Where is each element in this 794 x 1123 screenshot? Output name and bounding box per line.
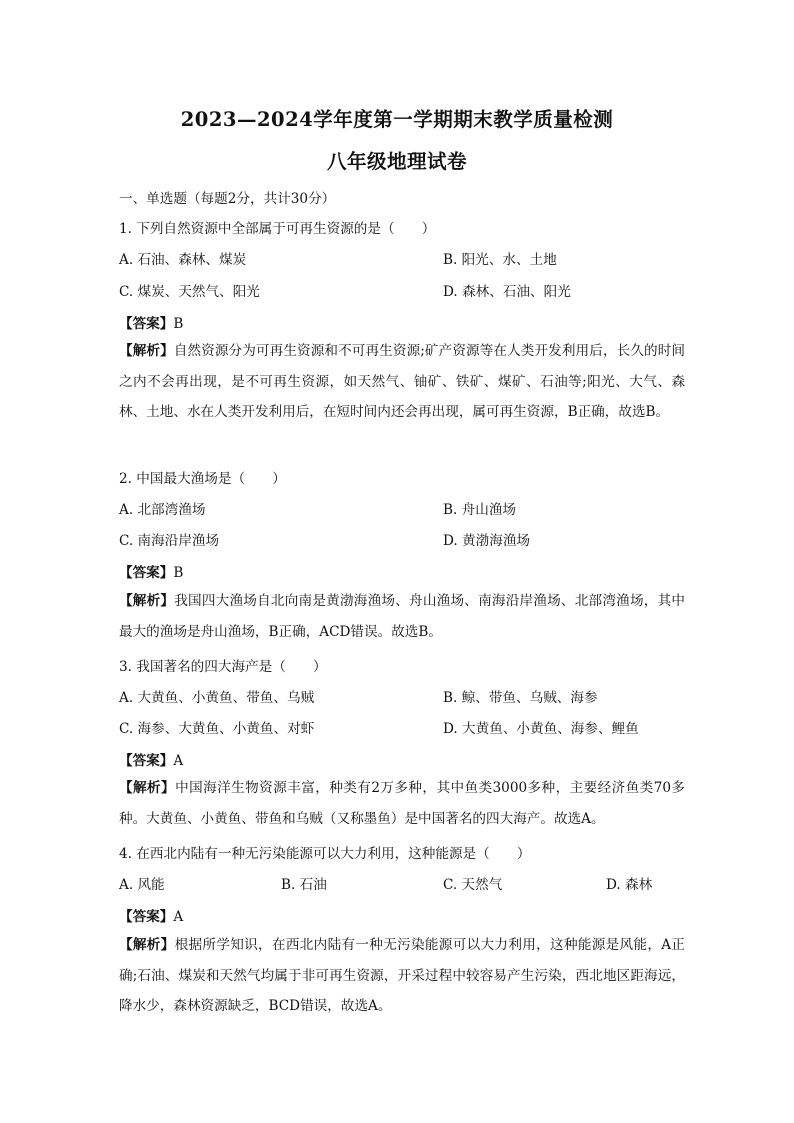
analysis-text: 我国四大渔场自北向南是黄渤海渔场、舟山渔场、南海沿岸渔场、北部湾渔场，其中最大的渔场是舟山渔场，B正确，ACD错误。故选B。 bbox=[119, 593, 686, 640]
option-a: A. 大黄鱼、小黄鱼、带鱼、乌贼 bbox=[119, 690, 315, 706]
analysis-paragraph bbox=[119, 586, 685, 647]
question-stem: 1. 下列自然资源中全部属于可再生资源的是（ ） bbox=[119, 221, 436, 237]
answer-value: A bbox=[173, 753, 184, 769]
option-b: B. 舟山渔场 bbox=[443, 502, 517, 518]
option-d: D. 森林、石油、阳光 bbox=[443, 284, 571, 300]
answer-value: A bbox=[173, 909, 184, 925]
answer-label: 【答案】 bbox=[119, 753, 174, 769]
analysis-paragraph bbox=[119, 773, 685, 834]
answer-line bbox=[119, 905, 685, 925]
analysis-text: 根据所学知识，在西北内陆有一种无污染能源可以大力利用，这种能源是风能，A正确;石油、煤炭和天然气均属于非可再生资源，开采过程中较容易产生污染，西北地区距海远，降水少，森林资源缺乏，BCD错误，故选A。 bbox=[119, 937, 685, 1015]
option-c: C. 海参、大黄鱼、小黄鱼、对虾 bbox=[119, 721, 315, 737]
answer-value: B bbox=[173, 565, 184, 581]
answer-line bbox=[119, 312, 685, 332]
answer-value: B bbox=[173, 316, 184, 332]
option-d: D. 黄渤海渔场 bbox=[443, 533, 531, 549]
option-c: C. 煤炭、天然气、阳光 bbox=[119, 284, 260, 300]
option-b: B. 石油 bbox=[281, 877, 327, 893]
analysis-label: 【解析】 bbox=[119, 937, 175, 953]
analysis-label: 【解析】 bbox=[119, 593, 175, 609]
analysis-text: 自然资源分为可再生资源和不可再生资源;矿产资源等在人类开发利用后，长久的时间之内不会再出现，是不可再生资源，如天然气、铀矿、铁矿、煤矿、石油等;阳光、大气、森林、土地、水在人类开发利用后，在短时间内还会再出现，属可再生资源，B正确，故选B。 bbox=[119, 343, 686, 421]
option-b: B. 阳光、水、土地 bbox=[443, 252, 557, 268]
answer-line bbox=[119, 749, 685, 769]
option-a: A. 北部湾渔场 bbox=[119, 502, 206, 518]
option-c: C. 天然气 bbox=[443, 877, 503, 893]
analysis-label: 【解析】 bbox=[119, 343, 174, 359]
question-stem: 2. 中国最大渔场是（ ） bbox=[119, 471, 286, 487]
option-b: B. 鲸、带鱼、乌贼、海参 bbox=[443, 690, 598, 706]
answer-label: 【答案】 bbox=[119, 565, 174, 581]
option-a: A. 石油、森林、煤炭 bbox=[119, 252, 247, 268]
answer-label: 【答案】 bbox=[119, 316, 174, 332]
section-heading: 一、单选题（每题2分，共计30分） bbox=[119, 191, 336, 207]
analysis-paragraph bbox=[119, 930, 685, 1022]
option-d: D. 大黄鱼、小黄鱼、海参、鲤鱼 bbox=[443, 721, 639, 737]
analysis-text: 中国海洋生物资源丰富，种类有2万多种，其中鱼类3000多种，主要经济鱼类70多种。大黄鱼、小黄鱼、带鱼和乌贼（又称墨鱼）是中国著名的四大海产。故选A。 bbox=[119, 780, 686, 827]
question-stem: 3. 我国著名的四大海产是（ ） bbox=[119, 659, 327, 675]
answer-line bbox=[119, 561, 685, 581]
option-d: D. 森林 bbox=[606, 877, 653, 893]
exam-title: 2023—2024学年度第一学期期末教学质量检测 bbox=[180, 108, 614, 131]
option-c: C. 南海沿岸渔场 bbox=[119, 533, 220, 549]
option-a: A. 风能 bbox=[119, 877, 165, 893]
exam-subtitle: 八年级地理试卷 bbox=[326, 150, 467, 173]
answer-label: 【答案】 bbox=[119, 909, 174, 925]
question-stem: 4. 在西北内陆有一种无污染能源可以大力利用，这种能源是（ ） bbox=[119, 846, 531, 862]
analysis-label: 【解析】 bbox=[119, 780, 176, 796]
analysis-paragraph bbox=[119, 336, 685, 428]
